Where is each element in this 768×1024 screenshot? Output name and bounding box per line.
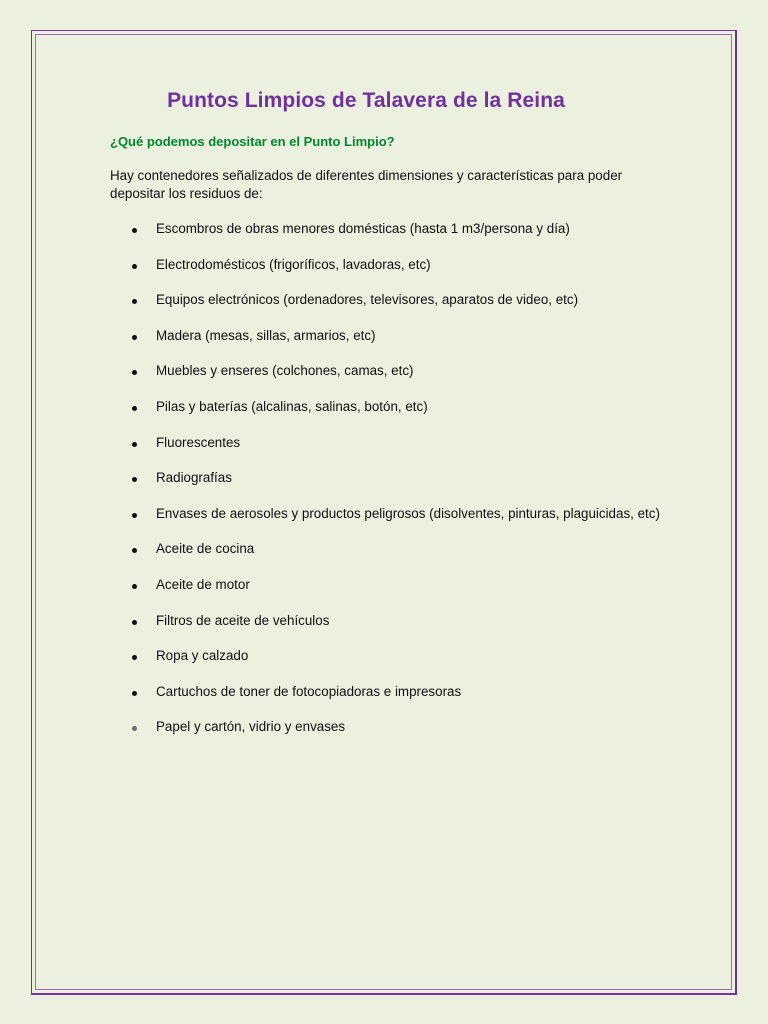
bullet-icon [132,584,137,589]
list-item [110,220,676,238]
bullet-icon [132,691,137,696]
list-item [110,434,676,452]
bullet-icon [132,513,137,518]
list-item-text: Radiografías [156,470,232,486]
bullet-icon [132,620,137,625]
list-item [110,540,676,558]
document-content [110,86,670,754]
list-item [110,683,676,701]
list-item [110,256,676,274]
list-item-text: Aceite de cocina [156,541,255,557]
bullet-icon [132,406,137,411]
list-item [110,718,676,736]
list-item-text: Filtros de aceite de vehículos [156,612,330,628]
intro-paragraph: Hay contenedores señalizados de diferentes dimensiones y características para poder depositar los residuos de: [110,168,623,201]
list-item-text: Ropa y calzado [156,648,249,664]
list-item [110,398,676,416]
list-item-text: Cartuchos de toner de fotocopiadoras e impresoras [156,683,462,699]
bullet-icon [132,228,137,233]
list-item [110,469,676,487]
section-heading: ¿Qué podemos depositar en el Punto Limpio? [110,134,395,149]
document-title: Puntos Limpios de Talavera de la Reina [167,89,565,112]
list-item-text: Aceite de motor [156,576,250,592]
list-item-text: Muebles y enseres (colchones, camas, etc) [156,363,414,379]
list-item [110,576,676,594]
list-item-text: Equipos electrónicos (ordenadores, televisores, aparatos de video, etc) [156,292,579,308]
list-item [110,612,676,630]
bullet-icon [132,655,137,660]
bullet-icon [132,370,137,375]
bullet-icon [132,442,137,447]
waste-list [110,220,670,736]
bullet-icon [132,264,137,269]
list-item-text: Envases de aerosoles y productos peligrosos (disolventes, pinturas, plaguicidas, etc) [156,505,660,521]
bullet-icon [132,726,137,731]
list-item [110,327,676,345]
bullet-icon [132,299,137,304]
list-item-text: Madera (mesas, sillas, armarios, etc) [156,327,376,343]
list-item-text: Pilas y baterías (alcalinas, salinas, botón, etc) [156,398,428,414]
list-item-text: Fluorescentes [156,434,241,450]
list-item [110,505,676,523]
bullet-icon [132,335,137,340]
bullet-icon [132,548,137,553]
list-item [110,362,676,380]
list-item [110,647,676,665]
list-item-text: Escombros de obras menores domésticas (hasta 1 m3/persona y día) [156,221,570,236]
list-item [110,291,676,309]
list-item-text: Electrodomésticos (frigoríficos, lavadoras, etc) [156,256,431,272]
list-item-text: Papel y cartón, vidrio y envases [156,719,346,735]
bullet-icon [132,477,137,482]
